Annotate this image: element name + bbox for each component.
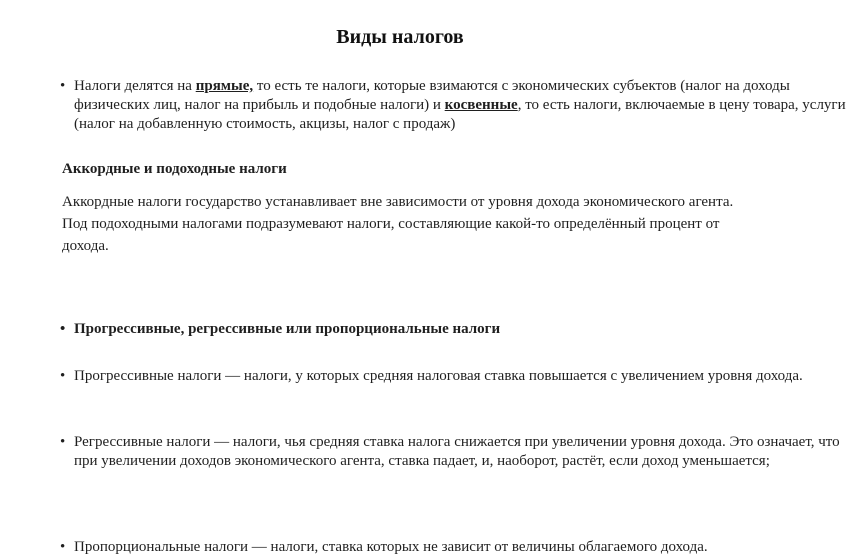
slide-title: Виды налогов [336,26,464,48]
bullet-tax-types-text-1: Налоги делятся на [74,78,196,94]
bullet-tax-types [60,77,860,134]
term-direct: прямые, [195,78,254,94]
heading-accord-income: Аккордные и подоходные налоги [62,161,287,177]
heading-progressive: • Прогрессивные, регрессивные или пропорциональные налоги [60,321,860,338]
bullet-proportional: • Пропорциональные налоги — налоги, ставка которых не зависит от величины облагаемого дохода. [60,538,860,557]
term-indirect: косвенные [444,97,518,113]
bullet-progressive: • Прогрессивные налоги — налоги, у которых средняя налоговая ставка повышается с увеличением уровня дохода. [60,367,860,386]
bullet-regressive: • Регрессивные налоги — налоги, чья средняя ставка налога снижается при увеличении уровня дохода. Это означает, что при увеличении доходов экономического агента, ставка падает, и, наоборот, растёт, если доход уменьшается; [60,433,860,471]
bullet-tax-types-text-3: , то есть налоги, включаемые в цену товара, услуги (налог на добавленную стоимость, акцизы, налог с продаж) [74,97,846,132]
paragraph-accord-income: Аккордные налоги государство устанавливает вне зависимости от уровня дохода экономического агента. Под подоходными налогами подразумевают налоги, составляющие какой-то определённый процент от дохода. [62,194,734,254]
bullet-tax-types-text-2: то есть те налоги, которые взимаются с экономических субъектов (налог на доходы физических лиц, налог на прибыль и подобные налоги) и [74,78,790,113]
